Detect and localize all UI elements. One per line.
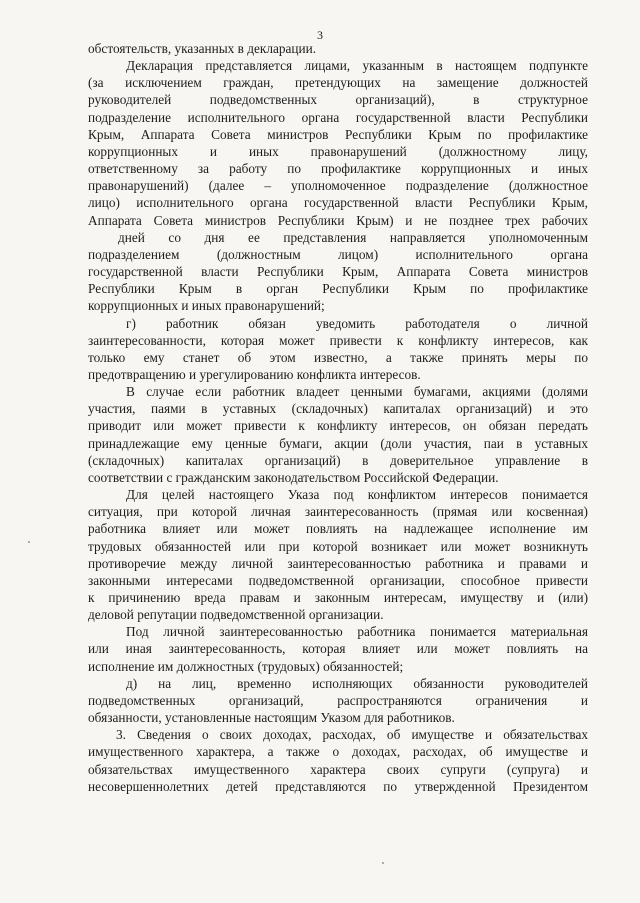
text-line: обстоятельств, указанных в декларации. xyxy=(88,41,317,56)
page-number: 3 xyxy=(317,28,323,42)
text-line: принадлежащие ему ценные бумаги, акции (доли участия, паи в уставных xyxy=(88,435,588,451)
text-line: противоречие между личной заинтересованностью работника и правами и xyxy=(88,555,588,571)
text-line: 3. Сведения о своих доходах, расходах, об имуществе и обязательствах xyxy=(116,727,588,743)
text-line: участия, паями в уставных (складочных) капиталах организаций) и это xyxy=(88,401,588,417)
text-line: правонарушений) (далее – уполномоченное подразделение (должностное xyxy=(88,178,588,194)
text-line: законными интересами подведомственной организации, способное привести xyxy=(88,572,588,588)
text-line: несовершеннолетних детей представляются по утвержденной Президентом xyxy=(88,778,588,794)
text-line: (складочных) капиталах организаций) в доверительное управление в xyxy=(88,452,588,468)
text-line: руководителей подведомственных организаций), в структурное xyxy=(88,92,588,108)
text-line: работника влияет или может повлиять на надлежащее исполнение им xyxy=(88,521,588,537)
text-line: коррупционных и иных правонарушений (должностному лицу, xyxy=(88,143,588,159)
text-line: только ему станет об этом известно, а также принять меры по xyxy=(88,349,588,365)
scan-speck xyxy=(28,541,30,543)
document-body xyxy=(88,40,588,795)
text-line: Для целей настоящего Указа под конфликтом интересов понимается xyxy=(126,487,588,503)
text-line: подведомственных организаций, распространяются ограничения и xyxy=(88,692,588,708)
scan-speck xyxy=(382,862,384,864)
text-line: деловой репутации подведомственной организации. xyxy=(88,607,384,623)
text-line: Республики Крым в орган Республики Крым по профилактике xyxy=(88,281,588,297)
text-line: ответственному за работу по профилактике коррупционных и иных xyxy=(88,161,588,177)
text-line: В случае если работник владеет ценными бумагами, акциями (долями xyxy=(126,384,588,400)
text-line: (за исключением граждан, претендующих на замещение должностей xyxy=(88,75,588,91)
text-line: Аппарата Совета министров Республики Крым) и не позднее трех рабочих xyxy=(88,212,588,228)
text-line: государственной власти Республики Крым, Аппарата Совета министров xyxy=(88,264,588,280)
text-line: ситуация, при которой личная заинтересованность (прямая или косвенная) xyxy=(88,504,588,520)
text-line: дней со дня ее представления направляется уполномоченным xyxy=(118,229,588,245)
text-line: г) работник обязан уведомить работодателя о личной xyxy=(126,315,588,331)
text-line: трудовых обязанностей или при которой возникает или может возникнуть xyxy=(88,538,588,554)
text-line: подразделение исполнительного органа государственной власти Республики xyxy=(88,109,588,125)
text-line: Декларация представляется лицами, указанным в настоящем подпункте xyxy=(126,58,588,74)
text-line: Крым, Аппарата Совета министров Республики Крым по профилактике xyxy=(88,126,588,142)
text-line: д) на лиц, временно исполняющих обязанности руководителей xyxy=(126,675,588,691)
text-line: предотвращению и урегулированию конфликта интересов. xyxy=(88,366,421,382)
text-line: обязательствах имущественного характера своих супруги (супруга) и xyxy=(88,761,588,777)
text-line: Под личной заинтересованностью работника понимается материальная xyxy=(126,624,588,640)
text-line: имущественного характера, а также о доходах, расходах, об имуществе и xyxy=(88,744,588,760)
text-line: подразделением (должностным лицом) исполнительного органа xyxy=(88,246,588,262)
text-line: исполнение им должностных (трудовых) обязанностей; xyxy=(88,658,404,674)
text-line: или иная заинтересованность, которая влияет или может повлиять на xyxy=(88,641,588,657)
text-line: обязанности, установленные настоящим Указом для работников. xyxy=(88,710,455,726)
text-line: приводит или может привести к конфликту интересов, он обязан передать xyxy=(88,418,588,434)
text-line: заинтересованности, которая может привести к конфликту интересов, как xyxy=(88,332,588,348)
text-line: соответствии с гражданским законодательством Российской Федерации. xyxy=(88,469,499,485)
text-line: коррупционных и иных правонарушений; xyxy=(88,298,325,314)
text-line: к причинению вреда правам и законным интересам, имуществу и (или) xyxy=(88,590,588,605)
text-line: лицо) исполнительного органа государственной власти Республики Крым, xyxy=(88,195,588,211)
